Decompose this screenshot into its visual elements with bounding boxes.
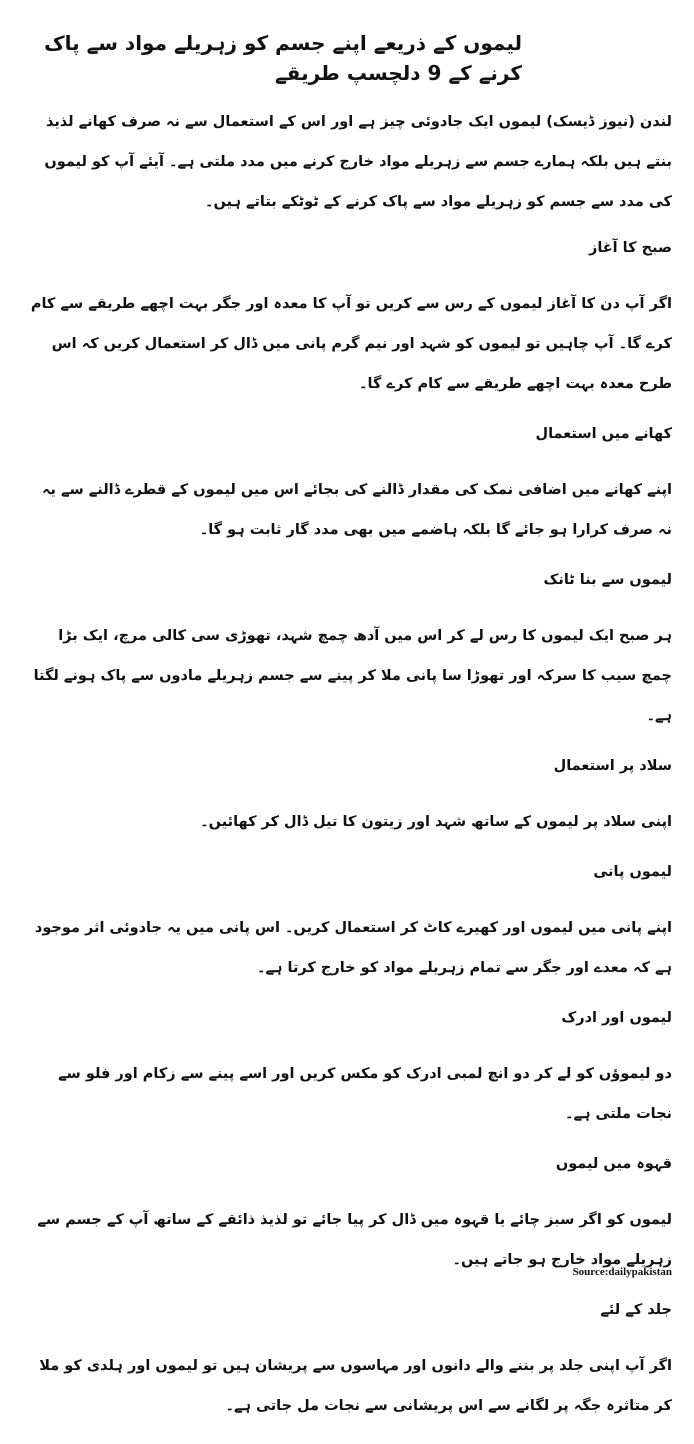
section-heading: سلاد پر استعمال: [553, 758, 672, 774]
section-heading: لیموں اور ادرک: [561, 1010, 672, 1026]
section-salad-use: [28, 754, 672, 842]
section-heading: صبح کا آغاز: [588, 240, 672, 256]
section-heading: قہوہ میں لیموں: [555, 1156, 672, 1172]
section-text: اگر آپ دن کا آغاز لیموں کے رس سے کریں تو آپ کا معدہ اور جگر بہت اچھے طریقے سے کام کرے گا۔ آپ چاہیں تو لیموں کو شہد اور نیم گرم پانی میں ڈال کر استعمال کریں کہ اس طرح معدہ بہت اچھے طریقے سے کام کرے گا۔: [30, 296, 672, 392]
section-heading: لیموں پانی: [593, 864, 672, 880]
section-heading: کھانے میں استعمال: [535, 426, 672, 442]
section-heading: لیموں سے بنا ٹانک: [543, 572, 672, 588]
section-use-in-food: [28, 422, 672, 550]
section-text: دو لیموؤں کو لے کر دو انچ لمبی ادرک کو مکس کریں اور اسے پینے سے زکام اور فلو سے نجات ملتی ہے۔: [58, 1066, 672, 1122]
article-title: لیموں کے ذریعے اپنے جسم کو زہریلے مواد سے پاک کرنے کے 9 دلچسپ طریقے: [44, 31, 522, 85]
section-for-skin: [28, 1298, 672, 1426]
section-text: ہر صبح ایک لیموں کا رس لے کر اس میں آدھ چمچ شہد، تھوڑی سی کالی مرچ، ایک بڑا چمچ سیب کا سرکہ اور تھوڑا سا پانی ملا کر پینے سے جسم زہریلے مادوں سے پاک ہونے لگتا ہے۔: [33, 628, 672, 724]
section-text: لیموں کو اگر سبز چائے یا قہوہ میں ڈال کر پیا جائے تو لذیذ ذائقے کے ساتھ آپ کے جسم سے زہریلے مواد خارج ہو جاتے ہیں۔: [37, 1212, 672, 1268]
section-lemon-water: [28, 860, 672, 988]
section-lemon-ginger: [28, 1006, 672, 1134]
section-lemon-tonic: [28, 568, 672, 736]
section-morning-start: [28, 236, 672, 404]
section-lemon-in-tea: [28, 1152, 672, 1280]
section-text: اپنے پانی میں لیموں اور کھیرے کاٹ کر استعمال کریں۔ اس پانی میں یہ جادوئی اثر موجود ہے کہ معدے اور جگر سے تمام زہریلے مواد کو خارج کرتا ہے۔: [34, 920, 672, 976]
section-heading: جلد کے لئے: [600, 1302, 672, 1318]
section-text: اپنی سلاد پر لیموں کے ساتھ شہد اور زیتون کا تیل ڈال کر کھائیں۔: [200, 814, 672, 830]
article-intro: لندن (نیوز ڈیسک) لیموں ایک جادوئی چیز ہے اور اس کے استعمال سے نہ صرف کھانے لذیذ بنتے ہیں بلکہ ہمارے جسم سے زہریلے مواد خارج کرنے میں مدد ملتی ہے۔ آیئے آپ کو لیموں کی مدد سے جسم کو زہریلے مواد سے پاک کرنے کے ٹوٹکے بتاتے ہیں۔: [44, 114, 672, 210]
section-text: اپنے کھانے میں اضافی نمک کی مقدار ڈالنے کی بجائے اس میں لیموں کے قطرے ڈالنے سے یہ نہ صرف کرارا ہو جائے گا بلکہ ہاضمے میں بھی مدد گار ثابت ہو گا۔: [42, 482, 672, 538]
source-credit: Source:dailypakistan: [572, 1266, 672, 1278]
article: [28, 28, 672, 1444]
section-text: اگر آپ اپنی جلد پر بننے والے دانوں اور مہاسوں سے پریشان ہیں تو لیموں اور ہلدی کو ملا کر متاثرہ جگہ پر لگانے سے اس پریشانی سے نجات مل جاتی ہے۔: [39, 1358, 672, 1414]
